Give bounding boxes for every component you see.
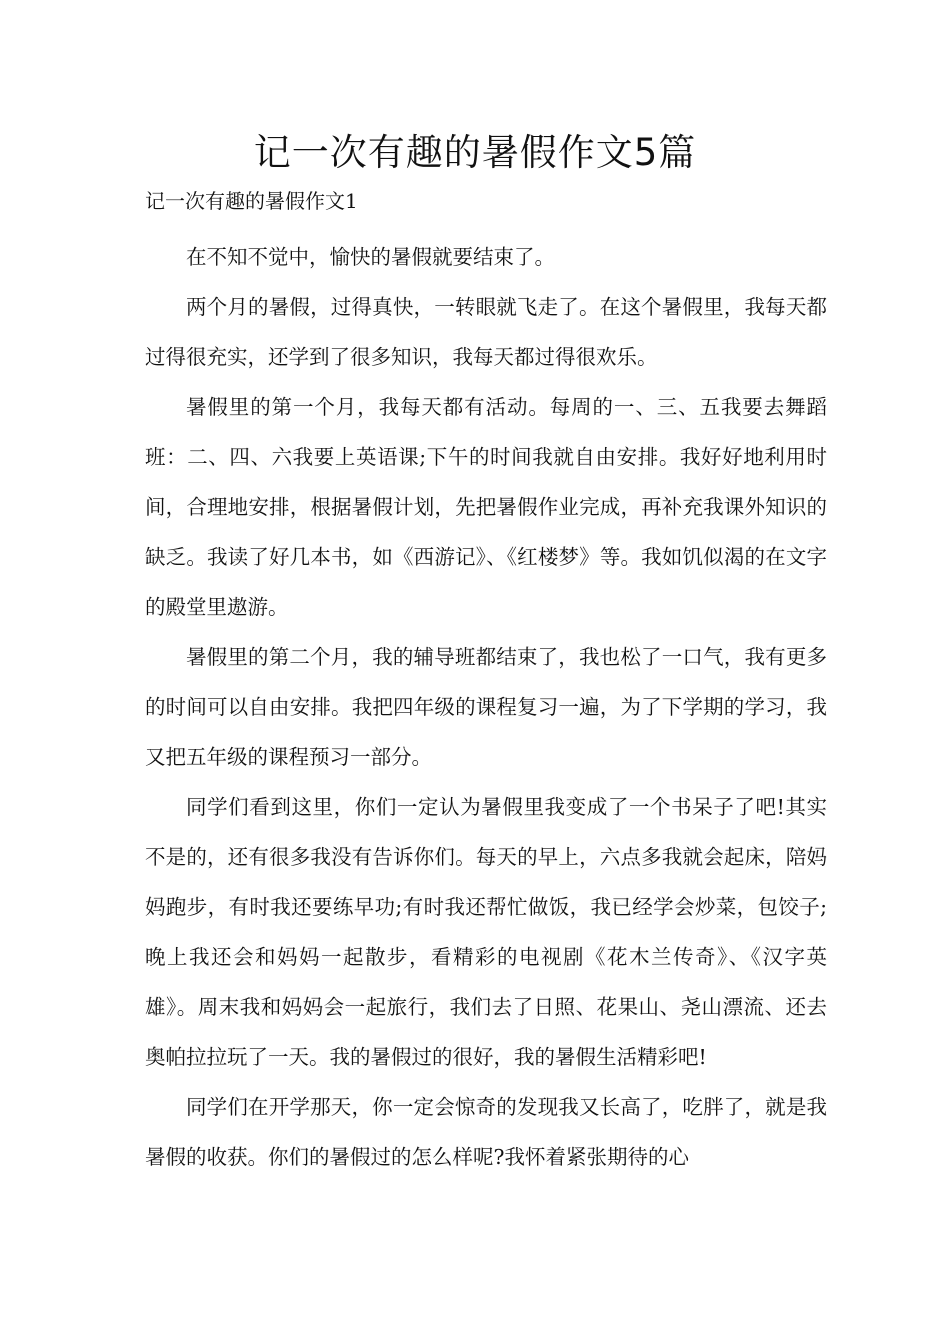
paragraph: 同学们看到这里，你们一定认为暑假里我变成了一个书呆子了吧!其实不是的，还有很多我没有告诉你们。每天的早上，六点多我就会起床，陪妈妈跑步，有时我还要练早功;有时我还帮忙做饭，我已经学会炒菜，包饺子;晚上我还会和妈妈一起散步，看精彩的电视剧《花木兰传奇》、《汉字英雄》。周末我和妈妈会一起旅行，我们去了日照、花果山、尧山漂流、还去奥帕拉拉玩了一天。我的暑假过的很好，我的暑假生活精彩吧! <box>145 795 827 1069</box>
paragraph: 两个月的暑假，过得真快，一转眼就飞走了。在这个暑假里，我每天都过得很充实，还学到了很多知识，我每天都过得很欢乐。 <box>145 295 827 369</box>
essay-subtitle: 记一次有趣的暑假作文1 <box>145 189 358 213</box>
paragraph: 暑假里的第一个月，我每天都有活动。每周的一、三、五我要去舞蹈班：二、四、六我要上英语课;下午的时间我就自由安排。我好好地利用时间，合理地安排，根据暑假计划，先把暑假作业完成，再补充我课外知识的缺乏。我读了好几本书，如《西游记》、《红楼梦》等。我如饥似渴的在文字的殿堂里遨游。 <box>145 395 827 619</box>
essay-body <box>145 232 827 1182</box>
paragraph: 同学们在开学那天，你一定会惊奇的发现我又长高了，吃胖了，就是我暑假的收获。你们的暑假过的怎么样呢?我怀着紧张期待的心 <box>145 1095 827 1169</box>
document-title: 记一次有趣的暑假作文5篇 <box>253 131 697 174</box>
paragraph: 在不知不觉中，愉快的暑假就要结束了。 <box>186 245 555 269</box>
paragraph: 暑假里的第二个月，我的辅导班都结束了，我也松了一口气，我有更多的时间可以自由安排。我把四年级的课程复习一遍，为了下学期的学习，我又把五年级的课程预习一部分。 <box>145 645 827 769</box>
